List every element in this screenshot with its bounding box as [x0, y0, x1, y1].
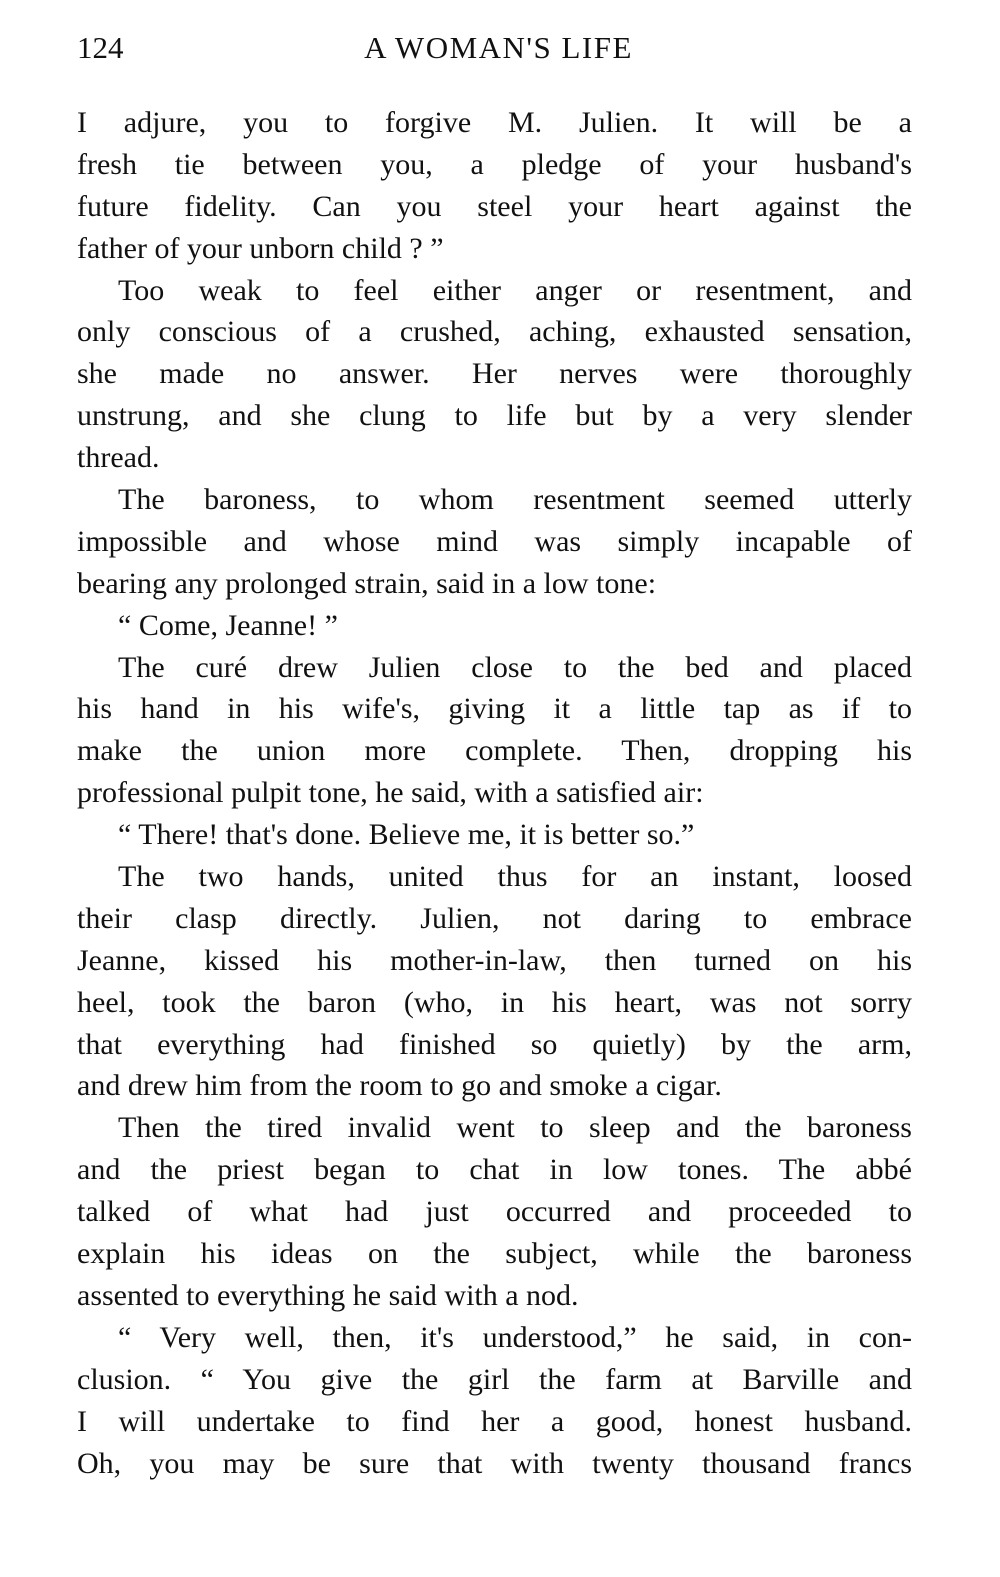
- text-line: she made no answer. Her nerves were thoroughly: [77, 357, 912, 391]
- text-line: heel, took the baron (who, in his heart, was not sorry: [77, 985, 912, 1019]
- text-line: and the priest began to chat in low tones. The abbé: [77, 1153, 912, 1187]
- text-line: fresh tie between you, a pledge of your husband's: [77, 147, 912, 181]
- text-line: “ Come, Jeanne! ”: [118, 608, 338, 642]
- text-line: their clasp directly. Julien, not daring to embrace: [77, 901, 912, 935]
- text-line: future fidelity. Can you steel your heart against the: [77, 189, 912, 223]
- text-line: father of your unborn child ? ”: [77, 231, 444, 265]
- text-line: Oh, you may be sure that with twenty thousand francs: [77, 1446, 912, 1480]
- text-line: his hand in his wife's, giving it a little tap as if to: [77, 692, 912, 726]
- text-line: “ There! that's done. Believe me, it is better so.”: [118, 818, 695, 852]
- text-line: that everything had finished so quietly) by the arm,: [77, 1027, 912, 1061]
- text-line: impossible and whose mind was simply incapable of: [77, 524, 912, 558]
- text-line: explain his ideas on the subject, while the baroness: [77, 1237, 912, 1271]
- text-line: The baroness, to whom resentment seemed utterly: [118, 483, 912, 517]
- text-line: unstrung, and she clung to life but by a very slender: [77, 399, 912, 433]
- page-body-text: [77, 102, 912, 1484]
- page-header: [77, 30, 912, 74]
- running-title: A WOMAN'S LIFE: [364, 30, 633, 65]
- text-line: I will undertake to find her a good, honest husband.: [77, 1404, 912, 1438]
- text-line: only conscious of a crushed, aching, exhausted sensation,: [77, 315, 912, 349]
- text-line: Jeanne, kissed his mother-in-law, then turned on his: [77, 943, 912, 977]
- text-line: bearing any prolonged strain, said in a low tone:: [77, 566, 657, 600]
- text-line: “ Very well, then, it's understood,” he said, in con-: [118, 1320, 912, 1354]
- text-line: Too weak to feel either anger or resentment, and: [118, 273, 912, 307]
- text-line: assented to everything he said with a nod.: [77, 1278, 579, 1312]
- text-line: make the union more complete. Then, dropping his: [77, 734, 912, 768]
- text-line: talked of what had just occurred and proceeded to: [77, 1195, 912, 1229]
- text-line: The curé drew Julien close to the bed and placed: [118, 650, 912, 684]
- text-line: thread.: [77, 441, 160, 475]
- text-line: and drew him from the room to go and smoke a cigar.: [77, 1069, 722, 1103]
- page-number: 124: [77, 30, 124, 65]
- text-line: professional pulpit tone, he said, with a satisfied air:: [77, 776, 704, 810]
- text-line: clusion. “ You give the girl the farm at Barville and: [77, 1362, 912, 1396]
- text-line: Then the tired invalid went to sleep and the baroness: [118, 1111, 912, 1145]
- text-line: The two hands, united thus for an instant, loosed: [118, 860, 912, 894]
- text-line: I adjure, you to forgive M. Julien. It will be a: [77, 106, 912, 139]
